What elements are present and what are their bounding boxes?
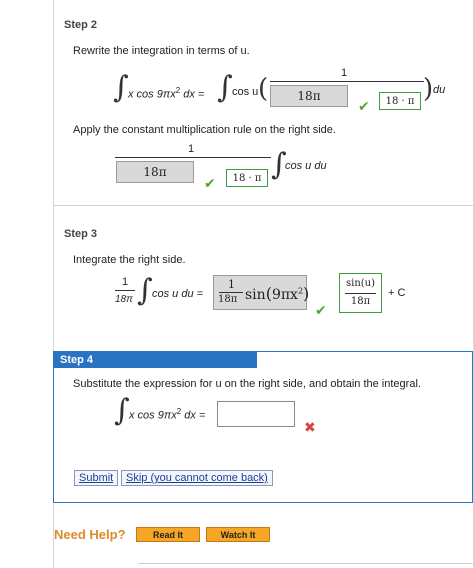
watch-it-button[interactable]: Watch It	[206, 527, 270, 542]
submit-button[interactable]: Submit	[74, 470, 118, 486]
answer-arg: 9πx	[271, 287, 298, 303]
lhs-integrand	[128, 86, 204, 101]
lead-fraction-bar	[115, 290, 135, 291]
answer-paren-close: )	[303, 284, 310, 303]
step4-exponent: 2	[176, 407, 182, 416]
step-divider	[54, 205, 473, 206]
cross-icon: ✖	[304, 419, 316, 435]
step4-integrand	[129, 407, 205, 422]
step2-label: Step 2	[64, 19, 98, 31]
plus-c: + C	[388, 287, 406, 299]
step4-integrand-text: x cos 9πx	[129, 409, 177, 422]
integral-sign: ∫	[271, 147, 287, 182]
need-help-label: Need Help?	[54, 527, 126, 542]
step3-correct-box	[339, 273, 382, 313]
fraction-bar	[270, 81, 424, 82]
frac-numerator: 1	[341, 67, 348, 79]
integral-sign: ∫	[217, 70, 233, 105]
answer-paren-open: (	[265, 284, 272, 303]
check-icon: ✔	[204, 175, 216, 191]
step4-dx: dx =	[184, 409, 206, 422]
correct-denominator-box: 18 · π	[379, 92, 421, 110]
answer-input[interactable]	[217, 401, 295, 427]
const-numerator: 1	[188, 143, 195, 155]
integral-sign: ∫	[114, 393, 130, 428]
answer-denominator: 18π	[218, 294, 238, 305]
step4-header: Step 4	[53, 351, 257, 368]
denominator-answer-box: 18π	[270, 85, 348, 107]
read-it-button[interactable]: Read It	[136, 527, 200, 542]
step4-instruction: Substitute the expression for u on the right side, and obtain the integral.	[73, 378, 421, 390]
answer-exponent: 2	[297, 286, 304, 296]
const-correct-box: 18 · π	[226, 169, 268, 187]
apply-instruction: Apply the constant multiplication rule on the right side.	[73, 124, 336, 136]
step3-label: Step 3	[64, 228, 98, 240]
right-paren: )	[423, 74, 434, 104]
correct-denominator: 18π	[350, 296, 371, 307]
rhs-integrand: cos u	[232, 86, 259, 98]
step3-integrand: cos u du =	[152, 288, 204, 300]
check-icon: ✔	[315, 302, 327, 318]
lead-denominator: 18π	[115, 294, 133, 305]
left-paren: (	[258, 74, 269, 104]
correct-fraction-bar	[345, 293, 376, 294]
const-fraction-bar	[115, 157, 271, 158]
answer-numerator: 1	[228, 278, 235, 291]
check-icon: ✔	[358, 98, 370, 114]
answer-func-name: sin	[245, 287, 266, 303]
lead-numerator: 1	[122, 276, 129, 288]
lhs-dx: dx =	[183, 88, 205, 101]
bottom-divider	[138, 563, 473, 564]
integral-sign: ∫	[113, 70, 129, 105]
lhs-exponent: 2	[175, 86, 181, 95]
integrand-after: cos u du	[285, 160, 327, 172]
correct-numerator: sin(u)	[345, 278, 375, 289]
const-answer-box: 18π	[116, 161, 194, 183]
lhs-integrand-text: x cos 9πx	[128, 88, 176, 101]
du-label: du	[433, 84, 446, 96]
step2-instruction: Rewrite the integration in terms of u.	[73, 45, 250, 57]
integral-sign: ∫	[137, 273, 153, 308]
answer-fraction-bar	[219, 292, 243, 293]
answer-func	[245, 284, 309, 303]
step3-answer-box	[213, 275, 310, 310]
step3-instruction: Integrate the right side.	[73, 254, 186, 266]
skip-button[interactable]: Skip (you cannot come back)	[121, 470, 273, 486]
